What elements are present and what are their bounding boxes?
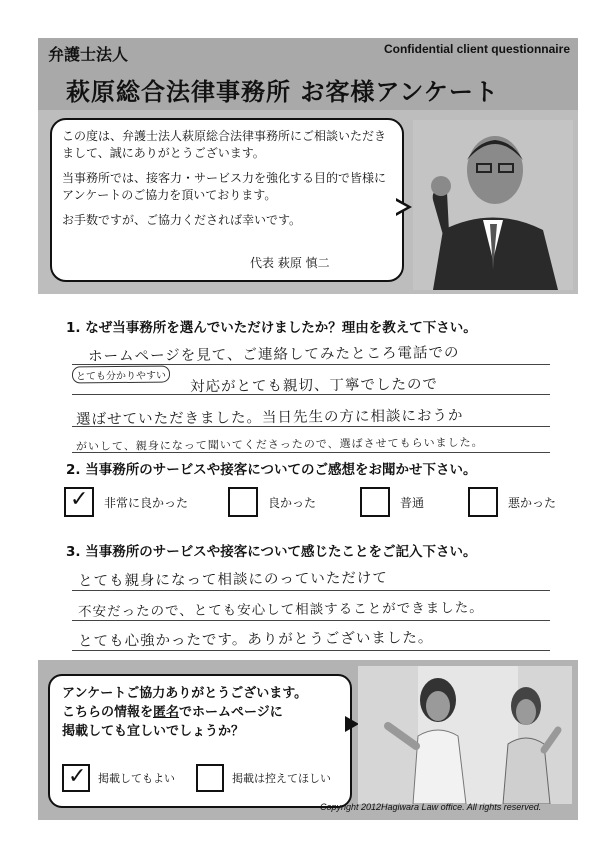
publish-question: アンケートご協力ありがとうございます。 こちらの情報を匿名でホームページに 掲載しても宜しいでしょうか？ xyxy=(62,686,308,739)
header-banner xyxy=(38,38,578,110)
q3-answer-line-1: とても親身になって相談にのっていただけて xyxy=(77,570,388,590)
checkbox[interactable] xyxy=(468,487,498,517)
q1-answer-line-1: ホームページを見て、ご連絡してみたところ電話での xyxy=(87,345,460,365)
publish-label: 掲載は控えてほしい xyxy=(232,772,331,785)
checkbox[interactable] xyxy=(360,487,390,517)
page-title: 萩原総合法律事務所 お客様アンケート xyxy=(66,78,499,106)
firm-type: 弁護士法人 xyxy=(48,45,129,64)
publish-option-allow[interactable] xyxy=(62,764,175,792)
lawyer-photo xyxy=(413,120,573,290)
q3-answer-line-3: とても心強かったです。ありがとうございました。 xyxy=(77,630,434,650)
signature: 代表 萩原 慎二 xyxy=(250,256,330,270)
intro-paragraph-1: この度は、弁護士法人萩原総合法律事務所にご相談いただきまして、誠にありがとうございます。 xyxy=(62,129,387,160)
q1-answer-line-4: がいして、親身になって聞いてくださったので、選ばさせてもらいました。 xyxy=(75,435,484,454)
publish-label: 掲載してもよい xyxy=(98,772,175,785)
staff-photo xyxy=(358,666,572,804)
bubble-tail xyxy=(345,716,359,732)
checkbox[interactable] xyxy=(62,764,90,792)
rating-option-good[interactable] xyxy=(228,488,316,516)
rating-label: 良かった xyxy=(268,495,317,510)
rating-option-average[interactable] xyxy=(360,488,424,516)
checkbox[interactable] xyxy=(196,764,224,792)
q1-answer-line-2: 対応がとても親切、丁寧でしたので xyxy=(189,376,439,396)
rating-label: 悪かった xyxy=(508,495,557,510)
checkbox[interactable] xyxy=(228,487,258,517)
rating-option-very-good[interactable] xyxy=(64,488,188,516)
question-2: 2. 当事務所のサービスや接客についてのご感想をお聞かせ下さい。 xyxy=(66,462,477,478)
confidential-label: Confidential client questionnaire xyxy=(383,42,570,56)
intro-paragraph-2: 当事務所では、接客力・サービス力を強化する目的で皆様にアンケートのご協力を頂いております。 xyxy=(62,171,387,202)
intro-text xyxy=(62,128,392,237)
check-mark-icon: ✓ xyxy=(68,764,87,789)
q1-answer-line-3: 選ばせていただきました。当日先生の方に相談におうか xyxy=(75,407,464,429)
rating-label: 普通 xyxy=(400,495,425,510)
q1-insertion-note: とても分かりやすい xyxy=(72,365,170,383)
rating-option-bad[interactable] xyxy=(468,488,556,516)
rating-label: 非常に良かった xyxy=(104,495,189,510)
check-mark-icon: ✓ xyxy=(70,487,89,512)
copyright: Copyright 2012Hagiwara Law office. All rights reserved. xyxy=(320,802,542,812)
intro-paragraph-3: お手数ですが、ご協力くだされば幸いです。 xyxy=(62,213,302,227)
checkbox[interactable] xyxy=(64,487,94,517)
q3-answer-line-2: 不安だったので、とても安心して相談することができました。 xyxy=(77,599,484,621)
publish-option-decline[interactable] xyxy=(196,764,331,792)
question-1: 1. なぜ当事務所を選んでいただけましたか？理由を教えて下さい。 xyxy=(66,320,477,336)
question-3: 3. 当事務所のサービスや接客について感じたことをご記入下さい。 xyxy=(66,544,477,560)
